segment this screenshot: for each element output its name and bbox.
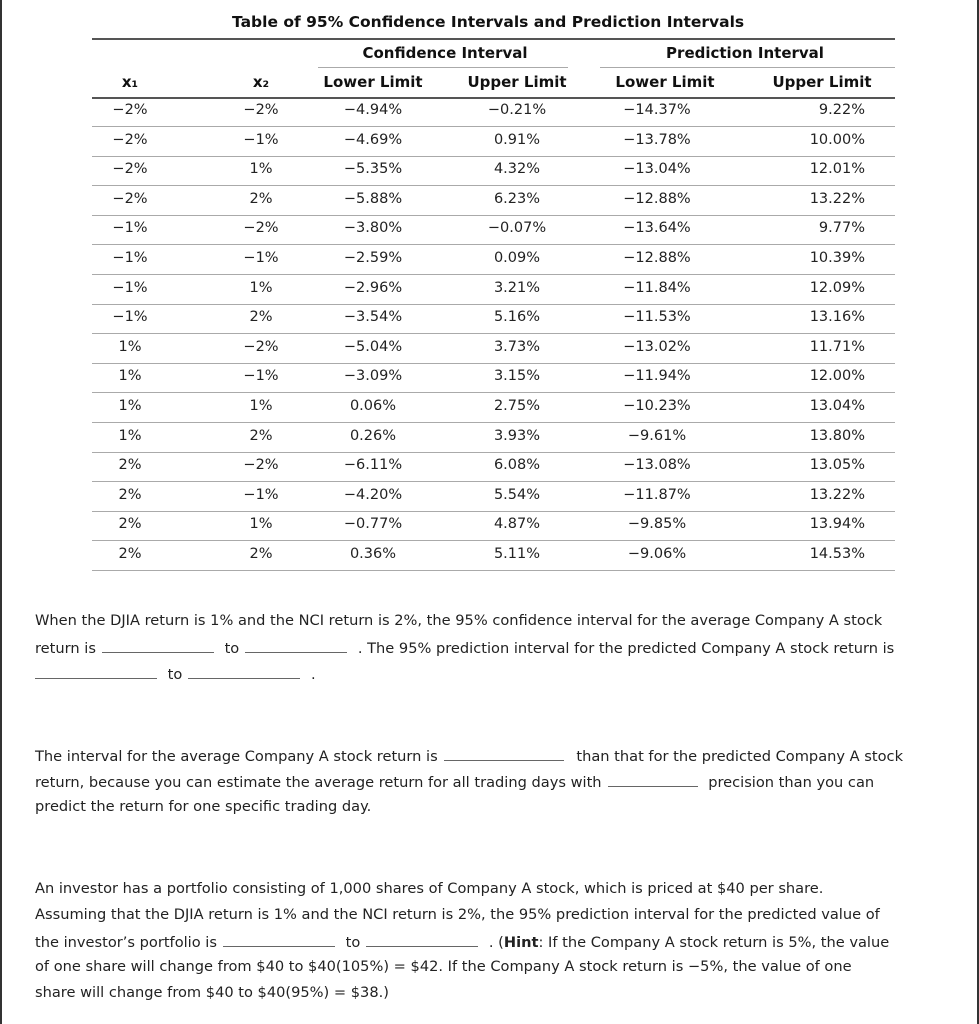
table-cell: 6.08% <box>493 457 541 474</box>
q1-to-label: to <box>224 640 240 657</box>
table-cell: 13.80% <box>809 427 865 444</box>
table-cell: 3.21% <box>493 279 541 296</box>
q2-narrower-wider-blank[interactable] <box>444 746 564 761</box>
table-top-rule <box>92 38 895 40</box>
table-cell: 9.22% <box>818 102 865 118</box>
table-cell: 2% <box>249 546 273 562</box>
q3-text-3c: : If the Company A stock return is 5%, the value <box>538 934 890 951</box>
row-divider <box>92 363 895 364</box>
column-header-3: Lower Limit <box>323 73 423 91</box>
column-header-2: x₂ <box>252 73 270 91</box>
table-cell: 1% <box>249 161 273 178</box>
table-cell: 6.23% <box>493 190 541 207</box>
table-cell: −2% <box>112 161 148 178</box>
table-cell: −2% <box>112 131 148 148</box>
table-cell: 12.00% <box>809 368 865 385</box>
table-cell: −4.20% <box>343 486 403 503</box>
row-divider <box>92 274 895 275</box>
table-cell: 2% <box>249 190 273 207</box>
table-cell: −4.69% <box>343 131 403 148</box>
q2-text-1b: than that for the predicted Company A stock <box>576 748 904 765</box>
row-divider <box>92 185 895 186</box>
table-cell: −3.80% <box>343 220 403 237</box>
table-cell: −1% <box>243 250 279 266</box>
row-divider <box>92 570 895 571</box>
header-bottom-rule <box>92 97 895 99</box>
table-cell: −10.23% <box>623 398 691 414</box>
table-cell: −13.02% <box>623 338 691 355</box>
table-cell: 11.71% <box>809 338 865 355</box>
table-cell: 2% <box>118 486 142 503</box>
column-header-6: Upper Limit <box>772 73 872 91</box>
table-cell: −1% <box>243 486 279 503</box>
table-cell: 13.16% <box>809 309 865 326</box>
q1-line1: When the DJIA return is 1% and the NCI return is 2%, the 95% confidence interval for the average Company A stock <box>35 612 883 629</box>
q2-precision-blank[interactable] <box>608 772 698 787</box>
q2-text-2a: return, because you can estimate the average return for all trading days with <box>35 774 602 791</box>
q3-line4: of one share will change from $40 to $40(105%) = $42. If the Company A stock return is −5%, the value of one <box>35 958 852 975</box>
q1-to-label-2: to <box>167 666 183 683</box>
table-cell: −9.06% <box>627 546 687 562</box>
row-divider <box>92 540 895 541</box>
table-cell: −2% <box>112 102 148 118</box>
table-cell: −1% <box>112 250 148 266</box>
table-cell: −5.04% <box>343 338 403 355</box>
confidence-group-rule <box>318 67 568 68</box>
table-cell: 5.54% <box>493 486 541 503</box>
table-cell: 3.73% <box>493 338 541 355</box>
row-divider <box>92 392 895 393</box>
table-cell: −0.77% <box>343 516 403 533</box>
q2-text-2b: precision than you can <box>708 774 875 791</box>
table-cell: 2% <box>118 546 142 562</box>
q1-text-return-is: return is <box>35 640 96 657</box>
table-cell: −13.04% <box>623 161 691 178</box>
table-cell: 1% <box>118 427 142 444</box>
table-cell: 1% <box>118 398 142 414</box>
prediction-group-rule <box>600 67 895 68</box>
table-cell: 0.26% <box>349 427 397 444</box>
table-cell: 12.09% <box>809 279 865 296</box>
table-cell: 13.05% <box>809 457 865 474</box>
table-cell: 13.22% <box>809 190 865 207</box>
table-cell: −1% <box>112 279 148 296</box>
q1-ci-upper-blank[interactable] <box>245 638 347 653</box>
row-divider <box>92 215 895 216</box>
table-cell: −3.09% <box>343 368 403 385</box>
table-cell: 13.04% <box>809 398 865 414</box>
table-cell: 3.15% <box>493 368 541 385</box>
table-cell: −2% <box>243 220 279 237</box>
q3-pi-upper-blank[interactable] <box>366 932 478 947</box>
left-border <box>0 0 2 1024</box>
q3-text-3a: the investor’s portfolio is <box>35 934 217 951</box>
table-cell: −5.35% <box>343 161 403 178</box>
table-cell: −5.88% <box>343 190 403 207</box>
q3-line1: An investor has a portfolio consisting of 1,000 shares of Company A stock, which is priced at $40 per share. <box>35 880 824 897</box>
table-cell: −1% <box>243 131 279 148</box>
row-divider <box>92 422 895 423</box>
row-divider <box>92 156 895 157</box>
table-cell: 1% <box>249 516 273 533</box>
table-cell: 2.75% <box>493 398 541 414</box>
table-cell: 2% <box>249 309 273 326</box>
table-cell: −1% <box>112 309 148 326</box>
table-title: Table of 95% Confidence Intervals and Prediction Intervals <box>232 13 745 31</box>
table-cell: 1% <box>118 368 142 385</box>
q1-ci-lower-blank[interactable] <box>102 638 214 653</box>
table-cell: 2% <box>118 516 142 533</box>
table-cell: 1% <box>249 398 273 414</box>
table-cell: 12.01% <box>809 161 865 178</box>
q1-line3 <box>35 664 316 683</box>
table-cell: 0.06% <box>349 398 397 414</box>
row-divider <box>92 452 895 453</box>
row-divider <box>92 481 895 482</box>
table-cell: 5.11% <box>493 546 541 562</box>
table-cell: −12.88% <box>623 250 691 266</box>
q1-pi-lower-blank[interactable] <box>35 664 157 679</box>
table-cell: 4.87% <box>493 516 541 533</box>
table-cell: 10.00% <box>809 131 865 148</box>
q1-pi-upper-blank[interactable] <box>188 664 300 679</box>
q3-line3 <box>35 932 889 951</box>
table-cell: −13.08% <box>623 457 691 474</box>
confidence-interval-header: Confidence Interval <box>362 44 528 62</box>
table-cell: 2% <box>249 427 273 444</box>
column-header-4: Upper Limit <box>467 73 567 91</box>
prediction-interval-header: Prediction Interval <box>666 44 824 62</box>
table-cell: 0.36% <box>349 546 397 562</box>
table-cell: 2% <box>118 457 142 474</box>
table-cell: −0.21% <box>487 102 547 118</box>
row-divider <box>92 511 895 512</box>
column-header-1: x₁ <box>121 73 139 91</box>
table-cell: −13.64% <box>623 220 691 237</box>
table-cell: 1% <box>249 279 273 296</box>
q2-line1 <box>35 746 903 765</box>
row-divider <box>92 304 895 305</box>
row-divider <box>92 126 895 127</box>
table-cell: 4.32% <box>493 161 541 178</box>
table-cell: −2% <box>112 190 148 207</box>
q3-pi-lower-blank[interactable] <box>223 932 335 947</box>
table-cell: −9.85% <box>627 516 687 533</box>
q3-to-label: to <box>345 934 361 951</box>
table-cell: −4.94% <box>343 102 403 118</box>
table-cell: 3.93% <box>493 427 541 444</box>
q2-text-1a: The interval for the average Company A stock return is <box>35 748 438 765</box>
column-header-5: Lower Limit <box>615 73 715 91</box>
table-cell: −0.07% <box>487 220 547 237</box>
q2-line2 <box>35 772 874 791</box>
q3-text-3b: . ( <box>488 934 504 951</box>
table-cell: −11.94% <box>623 368 691 385</box>
table-cell: 0.91% <box>493 131 541 148</box>
table-cell: −11.84% <box>623 279 691 296</box>
table-cell: 5.16% <box>493 309 541 326</box>
table-cell: 0.09% <box>493 250 541 266</box>
table-cell: 14.53% <box>809 546 865 562</box>
table-cell: −9.61% <box>627 427 687 444</box>
table-cell: 9.77% <box>818 220 865 237</box>
table-cell: 13.22% <box>809 486 865 503</box>
table-cell: −2.96% <box>343 279 403 296</box>
row-divider <box>92 244 895 245</box>
table-cell: 1% <box>118 338 142 355</box>
q3-hint-label: Hint <box>503 934 539 951</box>
q1-period: . <box>310 666 316 683</box>
table-cell: −11.87% <box>623 486 691 503</box>
table-cell: −14.37% <box>623 102 691 118</box>
q3-line5: share will change from $40 to $40(95%) = $38.) <box>35 984 389 1001</box>
table-cell: −11.53% <box>623 309 691 326</box>
table-cell: −1% <box>243 368 279 385</box>
table-cell: −2.59% <box>343 250 403 266</box>
row-divider <box>92 333 895 334</box>
table-cell: −6.11% <box>343 457 403 474</box>
table-cell: −13.78% <box>623 131 691 148</box>
table-cell: −2% <box>243 102 279 118</box>
table-cell: −2% <box>243 338 279 355</box>
table-cell: −2% <box>243 457 279 474</box>
q1-line2 <box>35 638 894 657</box>
table-cell: 10.39% <box>809 250 865 266</box>
q1-text-prediction: . The 95% prediction interval for the predicted Company A stock return is <box>357 640 895 657</box>
q2-line3: predict the return for one specific trading day. <box>35 798 372 815</box>
table-cell: −3.54% <box>343 309 403 326</box>
table-cell: 13.94% <box>809 516 865 533</box>
table-cell: −1% <box>112 220 148 237</box>
table-cell: −12.88% <box>623 190 691 207</box>
q3-line2: Assuming that the DJIA return is 1% and the NCI return is 2%, the 95% prediction interval for the predicted value of <box>35 906 880 923</box>
